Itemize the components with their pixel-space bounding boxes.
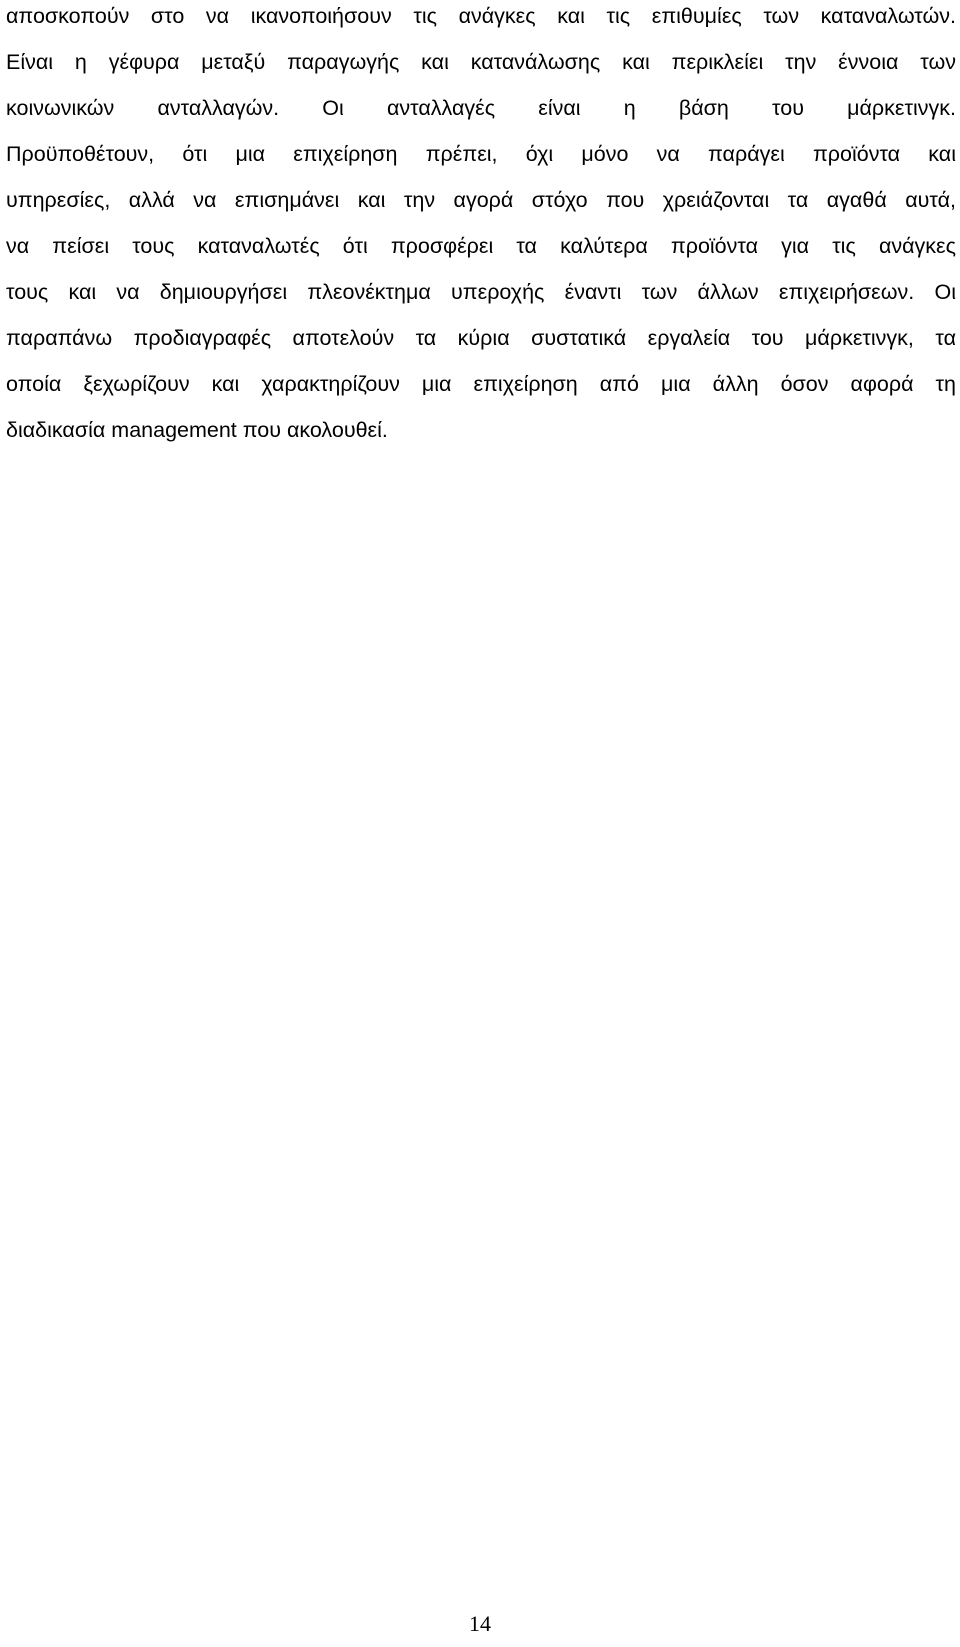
text-line: τους και να δημιουργήσει πλεονέκτημα υπεροχής έναντι των άλλων επιχειρήσεων. Οι: [6, 280, 956, 304]
text-line: διαδικασία management που ακολουθεί.: [6, 418, 388, 442]
body-paragraph: [6, 0, 956, 453]
text-line: παραπάνω προδιαγραφές αποτελούν τα κύρια συστατικά εργαλεία του μάρκετινγκ, τα: [6, 326, 956, 350]
text-line: οποία ξεχωρίζουν και χαρακτηρίζουν μια επιχείρηση από μια άλλη όσον αφορά τη: [6, 372, 956, 396]
text-line: υπηρεσίες, αλλά να επισημάνει και την αγορά στόχο που χρειάζονται τα αγαθά αυτά,: [6, 188, 956, 212]
text-line: αποσκοπούν στο να ικανοποιήσουν τις ανάγκες και τις επιθυμίες των καταναλωτών.: [6, 4, 956, 28]
text-line: κοινωνικών ανταλλαγών. Οι ανταλλαγές είναι η βάση του μάρκετινγκ.: [6, 96, 956, 120]
page-number: 14: [469, 1611, 491, 1636]
text-line: Προϋποθέτουν, ότι μια επιχείρηση πρέπει, όχι μόνο να παράγει προϊόντα και: [6, 142, 956, 166]
text-line: να πείσει τους καταναλωτές ότι προσφέρει τα καλύτερα προϊόντα για τις ανάγκες: [6, 234, 956, 258]
text-line: Είναι η γέφυρα μεταξύ παραγωγής και κατανάλωσης και περικλείει την έννοια των: [6, 50, 956, 74]
